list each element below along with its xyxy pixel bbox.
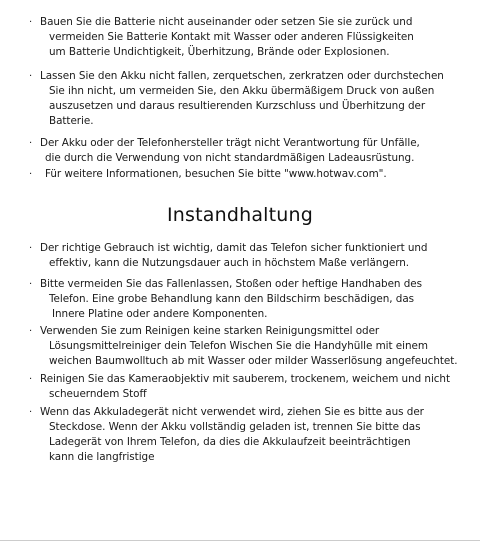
avoid-dropping-note — [29, 277, 472, 322]
text-line: Innere Platine oder andere Komponenten. — [52, 308, 268, 320]
text-line: Bauen Sie die Batterie nicht auseinander oder setzen Sie sie zurück und — [40, 16, 413, 28]
text-line: Wenn das Akkuladegerät nicht verwendet wird, ziehen Sie es bitte aus der — [40, 406, 424, 418]
text-line: Sie ihn nicht, um vermeiden Sie, den Akku übermäßigem Druck von außen — [49, 85, 435, 97]
camera-lens-note — [29, 372, 472, 402]
text-line: Steckdose. Wenn der Akku vollständig geladen ist, trennen Sie bitte das — [49, 421, 421, 433]
text-line: Ladegerät von Ihrem Telefon, da dies die Akkulaufzeit beeinträchtigen — [49, 436, 411, 448]
bullet-marker: · — [29, 374, 33, 385]
cleaning-agents-note — [29, 324, 472, 369]
text-line: die durch die Verwendung von nicht standardmäßigen Ladeausrüstung. — [45, 152, 415, 164]
text-line: weichen Baumwolltuch ab mit Wasser oder milder Wasserlösung angefeuchtet. — [49, 355, 458, 367]
bullet-marker: · — [29, 71, 33, 82]
bullet-marker: · — [29, 169, 33, 180]
bullet-marker: · — [29, 243, 33, 254]
text-line: vermeiden Sie Batterie Kontakt mit Wasser oder anderen Flüssigkeiten — [49, 31, 414, 43]
text-line: Bitte vermeiden Sie das Fallenlassen, Stoßen oder heftige Handhaben des — [40, 278, 422, 290]
text-line: scheuerndem Stoff — [49, 388, 147, 400]
bottom-divider — [0, 540, 480, 541]
text-line: Verwenden Sie zum Reinigen keine starken Reinigungsmittel oder — [40, 325, 380, 337]
battery-disassembly-warning — [29, 15, 472, 60]
bullet-marker: · — [29, 326, 33, 337]
text-line: Batterie. — [49, 115, 94, 127]
proper-use-note — [29, 241, 472, 271]
text-line: Der Akku oder der Telefonhersteller trägt nicht Verantwortung für Unfälle, — [40, 137, 420, 149]
text-line: Telefon. Eine grobe Behandlung kann den Bildschirm beschädigen, das — [49, 293, 415, 305]
text-line: Lösungsmittelreiniger dein Telefon Wischen Sie die Handyhülle mit einem — [49, 340, 428, 352]
bullet-marker: · — [29, 407, 33, 418]
battery-crush-warning — [29, 69, 472, 129]
text-line: effektiv, kann die Nutzungsdauer auch in höchstem Maße verlängern. — [49, 257, 410, 269]
bullet-marker: · — [29, 138, 33, 149]
section-heading: Instandhaltung — [166, 204, 314, 226]
bullet-marker: · — [29, 17, 33, 28]
text-line: Der richtige Gebrauch ist wichtig, damit das Telefon sicher funktioniert und — [40, 242, 428, 254]
charger-unplug-note — [29, 405, 472, 465]
text-line: Lassen Sie den Akku nicht fallen, zerquetschen, zerkratzen oder durchstechen — [40, 70, 444, 82]
text-line: Reinigen Sie das Kameraobjektiv mit sauberem, trockenem, weichem und nicht — [40, 373, 450, 385]
text-line: um Batterie Undichtigkeit, Überhitzung, Brände oder Explosionen. — [49, 46, 390, 58]
text-line: Für weitere Informationen, besuchen Sie bitte "www.hotwav.com". — [45, 168, 387, 180]
text-line: kann die langfristige — [49, 451, 155, 463]
bullet-marker: · — [29, 279, 33, 290]
text-line: auszusetzen und daraus resultierenden Kurzschluss und Überhitzung der — [49, 100, 426, 112]
more-info-notice — [29, 167, 472, 182]
liability-notice — [29, 136, 472, 166]
